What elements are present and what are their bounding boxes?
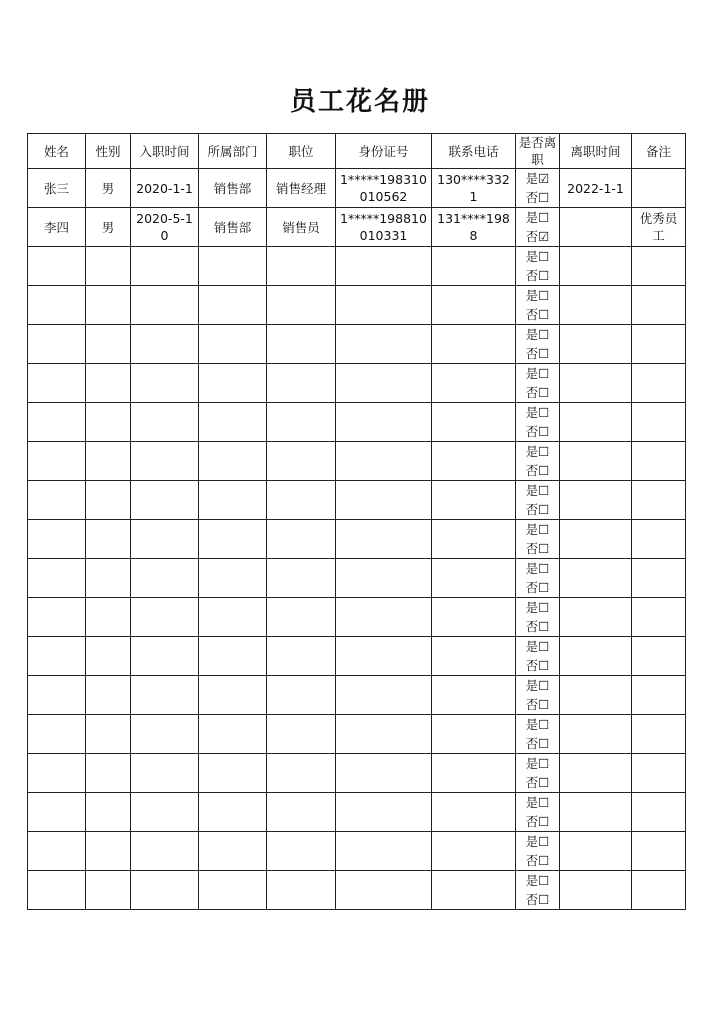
empty-cell [632, 637, 686, 676]
cell-resigned-status [516, 364, 560, 403]
empty-cell [560, 286, 632, 325]
empty-cell [199, 325, 267, 364]
empty-cell [336, 481, 432, 520]
empty-cell [28, 832, 86, 871]
empty-cell [267, 481, 336, 520]
empty-cell [199, 247, 267, 286]
empty-cell [632, 286, 686, 325]
empty-cell [336, 637, 432, 676]
empty-cell [432, 364, 516, 403]
cell-department: 销售部 [199, 169, 267, 208]
empty-cell [336, 325, 432, 364]
empty-cell [336, 832, 432, 871]
cell-resigned-status [516, 208, 560, 247]
empty-cell [632, 442, 686, 481]
resigned-yes-checkbox[interactable]: 是☐ [525, 249, 550, 264]
cell-position: 销售经理 [267, 169, 336, 208]
empty-cell [199, 442, 267, 481]
cell-resigned-status [516, 793, 560, 832]
empty-cell [28, 520, 86, 559]
empty-cell [267, 598, 336, 637]
empty-cell [432, 832, 516, 871]
empty-cell [560, 754, 632, 793]
resigned-checkbox-group [526, 325, 550, 363]
resigned-no-checkbox[interactable]: 否☐ [525, 853, 550, 868]
table-row [28, 559, 686, 598]
resigned-yes-checkbox[interactable]: 是☐ [525, 756, 550, 771]
cell-hire-date: 2020-1-1 [131, 169, 199, 208]
resigned-checkbox-group [526, 247, 550, 285]
empty-cell [86, 715, 131, 754]
empty-cell [199, 637, 267, 676]
cell-department: 销售部 [199, 208, 267, 247]
resigned-yes-checkbox[interactable]: 是☐ [525, 600, 550, 615]
resigned-yes-checkbox[interactable]: 是☐ [525, 561, 550, 576]
cell-resigned-status [516, 325, 560, 364]
empty-cell [632, 364, 686, 403]
resigned-checkbox-group [526, 871, 550, 909]
cell-leave-date [560, 208, 632, 247]
empty-cell [267, 442, 336, 481]
empty-cell [432, 637, 516, 676]
resigned-yes-checkbox[interactable]: 是☐ [525, 288, 550, 303]
empty-cell [336, 364, 432, 403]
empty-cell [432, 871, 516, 910]
header-position: 职位 [267, 134, 336, 169]
empty-cell [432, 598, 516, 637]
empty-cell [199, 403, 267, 442]
resigned-checkbox-group [526, 481, 550, 519]
empty-cell [267, 520, 336, 559]
empty-cell [432, 286, 516, 325]
resigned-no-checkbox[interactable]: 否☐ [525, 541, 550, 556]
empty-cell [28, 715, 86, 754]
header-name: 姓名 [28, 134, 86, 169]
empty-cell [199, 676, 267, 715]
cell-position: 销售员 [267, 208, 336, 247]
header-remark: 备注 [632, 134, 686, 169]
empty-cell [560, 676, 632, 715]
empty-cell [432, 793, 516, 832]
empty-cell [131, 637, 199, 676]
empty-cell [560, 871, 632, 910]
empty-cell [267, 325, 336, 364]
empty-cell [28, 598, 86, 637]
resigned-no-checkbox[interactable]: 否☐ [525, 658, 550, 673]
empty-cell [199, 286, 267, 325]
empty-cell [632, 832, 686, 871]
resigned-no-checkbox[interactable]: 否☐ [525, 307, 550, 322]
resigned-checkbox-group [526, 676, 550, 714]
empty-cell [86, 325, 131, 364]
empty-cell [432, 442, 516, 481]
empty-cell [336, 871, 432, 910]
resigned-no-checkbox[interactable]: 否☐ [525, 775, 550, 790]
empty-cell [267, 871, 336, 910]
empty-cell [86, 793, 131, 832]
resigned-yes-checkbox[interactable]: 是☐ [525, 678, 550, 693]
empty-cell [432, 676, 516, 715]
header-department: 所属部门 [199, 134, 267, 169]
cell-resigned-status [516, 403, 560, 442]
empty-cell [28, 403, 86, 442]
header-hire-date: 入职时间 [131, 134, 199, 169]
resigned-yes-checkbox[interactable]: 是☑ [525, 171, 550, 186]
empty-cell [432, 403, 516, 442]
empty-cell [336, 715, 432, 754]
empty-cell [86, 598, 131, 637]
empty-cell [267, 637, 336, 676]
resigned-checkbox-group [526, 559, 550, 597]
empty-cell [28, 559, 86, 598]
empty-cell [199, 715, 267, 754]
resigned-yes-checkbox[interactable]: 是☐ [525, 366, 550, 381]
header-gender: 性别 [86, 134, 131, 169]
cell-resigned-status [516, 169, 560, 208]
empty-cell [560, 325, 632, 364]
resigned-no-checkbox[interactable]: 否☐ [525, 463, 550, 478]
table-row [28, 364, 686, 403]
resigned-yes-checkbox[interactable]: 是☐ [525, 795, 550, 810]
resigned-checkbox-group [526, 208, 550, 246]
cell-resigned-status [516, 754, 560, 793]
table-row [28, 403, 686, 442]
header-id-number: 身份证号 [336, 134, 432, 169]
resigned-yes-checkbox[interactable]: 是☐ [525, 873, 550, 888]
empty-cell [131, 871, 199, 910]
table-row [28, 247, 686, 286]
cell-hire-date: 2020-5-10 [131, 208, 199, 247]
empty-cell [199, 832, 267, 871]
empty-cell [267, 715, 336, 754]
resigned-checkbox-group [526, 403, 550, 441]
empty-cell [560, 520, 632, 559]
empty-cell [86, 364, 131, 403]
empty-cell [632, 598, 686, 637]
resigned-checkbox-group [526, 832, 550, 870]
resigned-no-checkbox[interactable]: 否☐ [525, 892, 550, 907]
empty-cell [199, 754, 267, 793]
resigned-yes-checkbox[interactable]: 是☐ [525, 717, 550, 732]
empty-cell [267, 364, 336, 403]
table-row [28, 754, 686, 793]
resigned-yes-checkbox[interactable]: 是☐ [525, 522, 550, 537]
empty-cell [199, 793, 267, 832]
empty-cell [199, 481, 267, 520]
resigned-no-checkbox[interactable]: 否☐ [525, 502, 550, 517]
table-row [28, 325, 686, 364]
empty-cell [131, 715, 199, 754]
cell-gender: 男 [86, 208, 131, 247]
empty-cell [432, 325, 516, 364]
resigned-no-checkbox[interactable]: 否☐ [525, 190, 550, 205]
empty-cell [267, 403, 336, 442]
resigned-checkbox-group [526, 520, 550, 558]
empty-cell [560, 364, 632, 403]
empty-cell [131, 793, 199, 832]
cell-remark [632, 169, 686, 208]
empty-cell [131, 286, 199, 325]
table-body [28, 169, 686, 910]
empty-cell [336, 559, 432, 598]
empty-cell [131, 403, 199, 442]
empty-cell [336, 442, 432, 481]
cell-phone: 131****1988 [432, 208, 516, 247]
empty-cell [632, 715, 686, 754]
cell-id-number: 1*****198810010331 [336, 208, 432, 247]
empty-cell [199, 364, 267, 403]
empty-cell [632, 520, 686, 559]
empty-cell [336, 598, 432, 637]
empty-cell [267, 754, 336, 793]
empty-cell [86, 559, 131, 598]
empty-cell [86, 286, 131, 325]
empty-cell [336, 247, 432, 286]
table-row [28, 637, 686, 676]
empty-cell [560, 793, 632, 832]
empty-cell [28, 481, 86, 520]
cell-remark: 优秀员工 [632, 208, 686, 247]
empty-cell [131, 481, 199, 520]
resigned-yes-checkbox[interactable]: 是☐ [525, 834, 550, 849]
empty-cell [632, 325, 686, 364]
cell-resigned-status [516, 598, 560, 637]
empty-cell [28, 637, 86, 676]
table-row [28, 598, 686, 637]
empty-cell [131, 832, 199, 871]
resigned-no-checkbox[interactable]: 否☐ [525, 736, 550, 751]
empty-cell [336, 520, 432, 559]
table-row [28, 871, 686, 910]
empty-cell [632, 247, 686, 286]
resigned-checkbox-group [526, 169, 550, 207]
resigned-checkbox-group [526, 715, 550, 753]
empty-cell [560, 442, 632, 481]
empty-cell [86, 754, 131, 793]
table-row [28, 286, 686, 325]
empty-cell [336, 286, 432, 325]
empty-cell [86, 520, 131, 559]
empty-cell [131, 442, 199, 481]
cell-resigned-status [516, 715, 560, 754]
table-row [28, 793, 686, 832]
resigned-no-checkbox[interactable]: 否☐ [525, 697, 550, 712]
empty-cell [28, 364, 86, 403]
resigned-no-checkbox[interactable]: 否☐ [525, 814, 550, 829]
empty-cell [131, 559, 199, 598]
empty-cell [336, 793, 432, 832]
resigned-yes-checkbox[interactable]: 是☐ [525, 483, 550, 498]
resigned-checkbox-group [526, 637, 550, 675]
cell-name: 李四 [28, 208, 86, 247]
resigned-checkbox-group [526, 598, 550, 636]
resigned-checkbox-group [526, 754, 550, 792]
resigned-checkbox-group [526, 793, 550, 831]
empty-cell [432, 481, 516, 520]
empty-cell [560, 559, 632, 598]
resigned-no-checkbox[interactable]: 否☐ [525, 580, 550, 595]
empty-cell [336, 754, 432, 793]
resigned-checkbox-group [526, 286, 550, 324]
empty-cell [28, 793, 86, 832]
cell-resigned-status [516, 481, 560, 520]
resigned-no-checkbox[interactable]: 否☐ [525, 346, 550, 361]
empty-cell [336, 676, 432, 715]
empty-cell [131, 676, 199, 715]
cell-resigned-status [516, 520, 560, 559]
cell-id-number: 1*****198310010562 [336, 169, 432, 208]
empty-cell [560, 403, 632, 442]
empty-cell [267, 676, 336, 715]
empty-cell [560, 715, 632, 754]
resigned-yes-checkbox[interactable]: 是☐ [525, 444, 550, 459]
empty-cell [432, 715, 516, 754]
empty-cell [86, 247, 131, 286]
empty-cell [632, 481, 686, 520]
resigned-yes-checkbox[interactable]: 是☐ [525, 405, 550, 420]
resigned-yes-checkbox[interactable]: 是☐ [525, 639, 550, 654]
empty-cell [560, 598, 632, 637]
table-header-row [28, 134, 686, 169]
empty-cell [632, 754, 686, 793]
cell-resigned-status [516, 247, 560, 286]
resigned-no-checkbox[interactable]: 否☐ [525, 424, 550, 439]
empty-cell [432, 520, 516, 559]
empty-cell [28, 676, 86, 715]
empty-cell [632, 676, 686, 715]
cell-phone: 130****3321 [432, 169, 516, 208]
table-row [28, 520, 686, 559]
resigned-no-checkbox[interactable]: 否☑ [525, 229, 550, 244]
empty-cell [28, 871, 86, 910]
cell-leave-date: 2022-1-1 [560, 169, 632, 208]
empty-cell [28, 442, 86, 481]
empty-cell [267, 793, 336, 832]
empty-cell [131, 364, 199, 403]
empty-cell [432, 247, 516, 286]
empty-cell [199, 559, 267, 598]
empty-cell [267, 832, 336, 871]
empty-cell [560, 637, 632, 676]
empty-cell [28, 325, 86, 364]
header-phone: 联系电话 [432, 134, 516, 169]
table-row [28, 715, 686, 754]
empty-cell [632, 871, 686, 910]
table-row [28, 442, 686, 481]
empty-cell [632, 559, 686, 598]
empty-cell [131, 598, 199, 637]
cell-resigned-status [516, 637, 560, 676]
resigned-no-checkbox[interactable]: 否☐ [525, 268, 550, 283]
empty-cell [267, 286, 336, 325]
empty-cell [632, 403, 686, 442]
empty-cell [632, 793, 686, 832]
resigned-yes-checkbox[interactable]: 是☐ [525, 327, 550, 342]
empty-cell [28, 754, 86, 793]
table-row [28, 676, 686, 715]
cell-resigned-status [516, 676, 560, 715]
empty-cell [28, 286, 86, 325]
empty-cell [86, 481, 131, 520]
resigned-no-checkbox[interactable]: 否☐ [525, 619, 550, 634]
empty-cell [131, 754, 199, 793]
table-row [28, 481, 686, 520]
empty-cell [131, 520, 199, 559]
cell-name: 张三 [28, 169, 86, 208]
cell-resigned-status [516, 286, 560, 325]
table-row [28, 832, 686, 871]
resigned-checkbox-group [526, 442, 550, 480]
empty-cell [86, 637, 131, 676]
empty-cell [336, 403, 432, 442]
empty-cell [560, 481, 632, 520]
empty-cell [131, 247, 199, 286]
cell-resigned-status [516, 832, 560, 871]
employee-roster-table [27, 133, 686, 910]
empty-cell [28, 247, 86, 286]
empty-cell [560, 832, 632, 871]
resigned-yes-checkbox[interactable]: 是☐ [525, 210, 550, 225]
table-row [28, 169, 686, 208]
empty-cell [86, 871, 131, 910]
resigned-no-checkbox[interactable]: 否☐ [525, 385, 550, 400]
empty-cell [86, 442, 131, 481]
cell-resigned-status [516, 442, 560, 481]
cell-gender: 男 [86, 169, 131, 208]
empty-cell [199, 520, 267, 559]
empty-cell [86, 832, 131, 871]
empty-cell [432, 754, 516, 793]
document-title: 员工花名册 [289, 87, 430, 117]
cell-resigned-status [516, 871, 560, 910]
cell-resigned-status [516, 559, 560, 598]
header-leave-date: 离职时间 [560, 134, 632, 169]
header-resigned: 是否离职 [516, 134, 560, 169]
empty-cell [86, 403, 131, 442]
empty-cell [267, 559, 336, 598]
empty-cell [199, 871, 267, 910]
table-row [28, 208, 686, 247]
empty-cell [86, 676, 131, 715]
empty-cell [560, 247, 632, 286]
empty-cell [199, 598, 267, 637]
resigned-checkbox-group [526, 364, 550, 402]
empty-cell [267, 247, 336, 286]
empty-cell [131, 325, 199, 364]
empty-cell [432, 559, 516, 598]
